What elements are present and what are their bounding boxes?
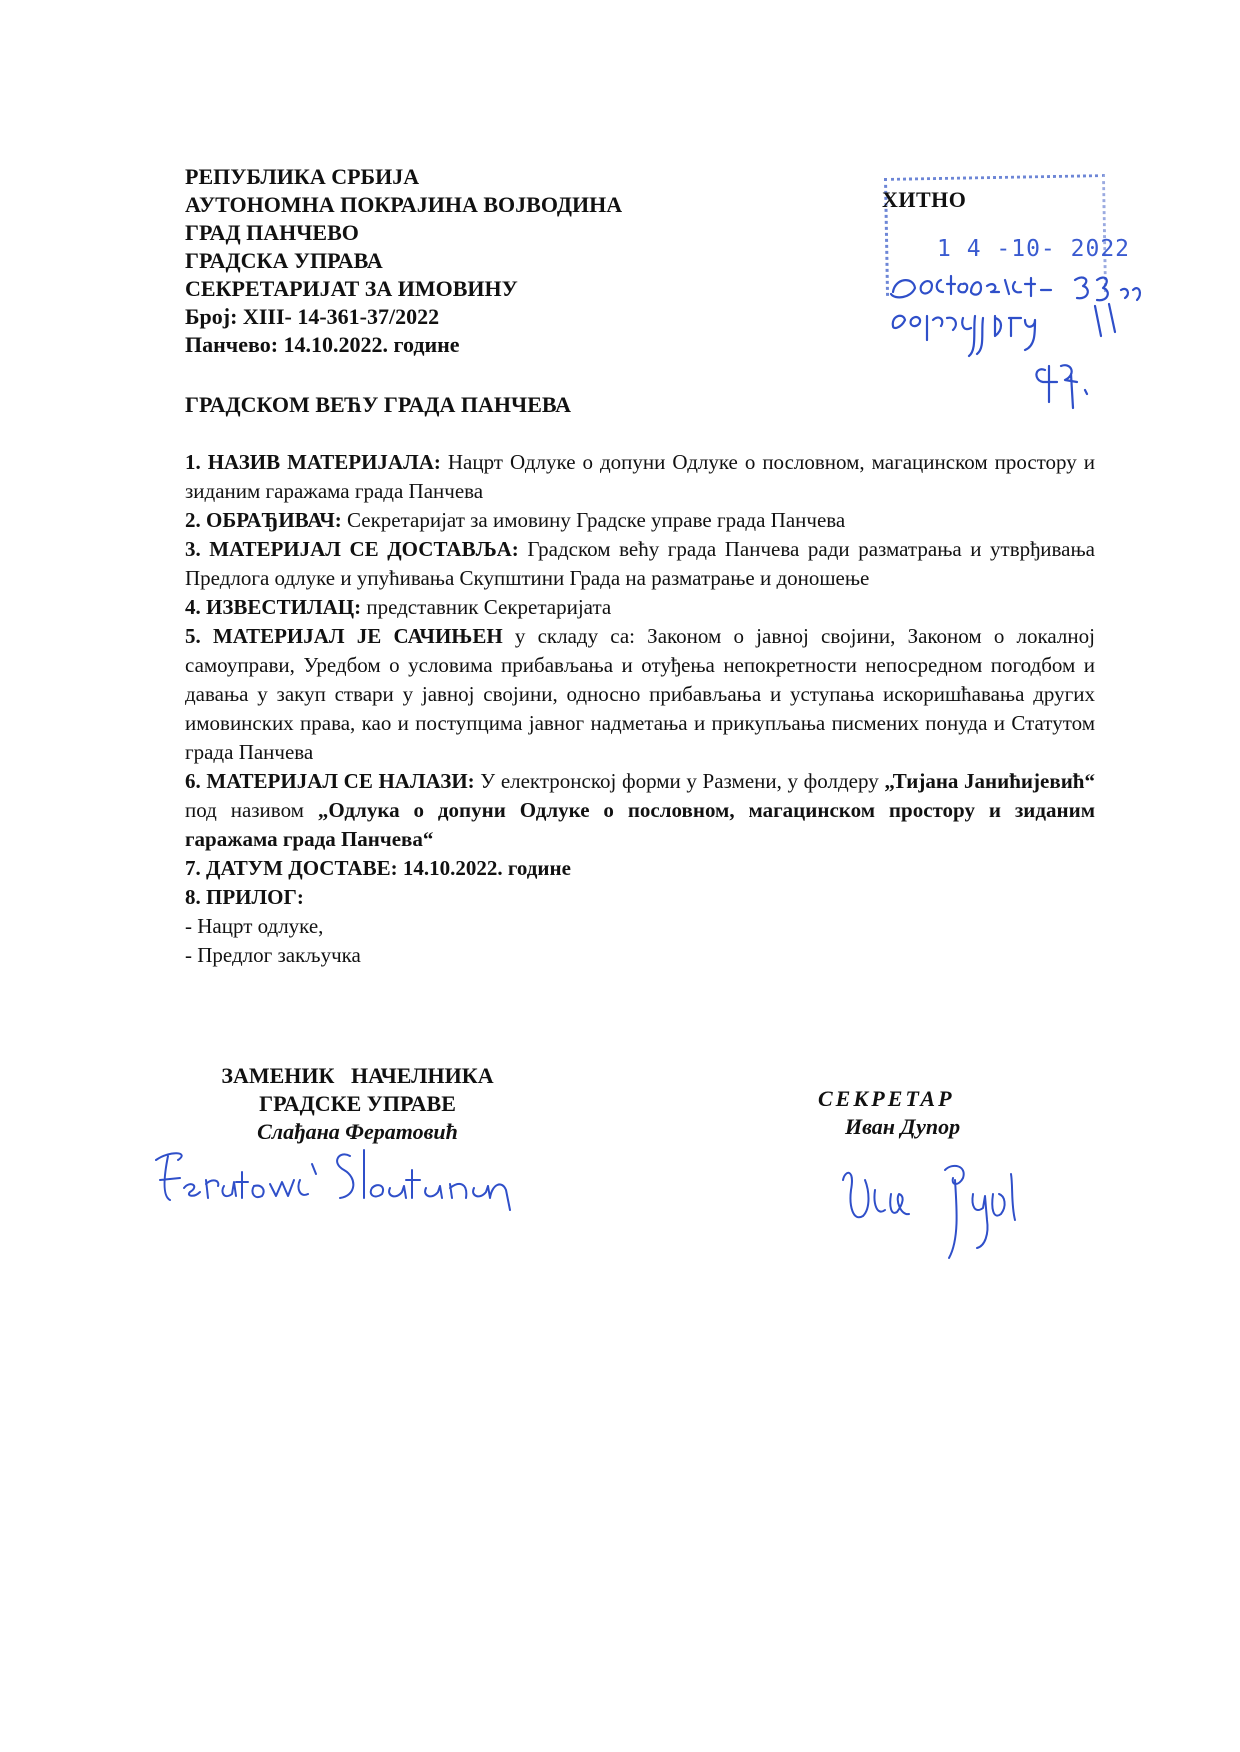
header-province: АУТОНОМНА ПОКРАЈИНА ВОЈВОДИНА — [185, 192, 623, 217]
stamp-date: 1 4 -10- 2022 — [937, 236, 1131, 262]
item-text: У електронској форми у Размени, у фолдеру — [474, 769, 885, 793]
header-republic: РЕПУБЛИКА СРБИЈА — [185, 164, 420, 189]
item-text: под називом — [185, 798, 318, 822]
item-text: у складу са: Законом о јавној својини, Законом о локалној самоуправи, Уредбом о условима прибављања и отуђења непокретности непосредном погодбом и давања у закуп ствари у јавној својини, односно прибављања и уступања искоришћавања других имовинских права, као и поступцима јавног надметања и прикупљања писмених понуда и Статутом града Панчева — [185, 624, 1095, 764]
attachment-item: - Нацрт одлуке, — [185, 914, 324, 938]
item-material-name — [185, 448, 1095, 506]
handwritten-note — [885, 270, 1155, 420]
item-delivery-date — [185, 854, 1095, 883]
item-text: представник Секретаријата — [361, 595, 612, 619]
item-text: Нацрт Одлуке о допуни Одлуке о пословном, магацинском простору и зиданим гаражама града Панчева — [185, 450, 1095, 503]
item-processor — [185, 506, 1095, 535]
document-body — [185, 448, 1095, 970]
urgent-label: ХИТНО — [882, 187, 967, 212]
addressee: ГРАДСКОМ ВЕЋУ ГРАДА ПАНЧЕВА — [185, 392, 572, 417]
header-secretariat: СЕКРЕТАРИЈАТ ЗА ИМОВИНУ — [185, 276, 518, 301]
item-legal-basis — [185, 622, 1095, 767]
signatory-left — [195, 1062, 520, 1146]
header-place-date: Панчево: 14.10.2022. године — [185, 332, 460, 357]
folder-name: „Тијана Јанићијевић“ — [884, 769, 1095, 793]
item-attachment — [185, 883, 1095, 912]
header-administration: ГРАДСКА УПРАВА — [185, 248, 383, 273]
item-label: 4. ИЗВЕСТИЛАЦ: — [185, 595, 362, 619]
signature-left-image — [150, 1140, 530, 1230]
item-text: Секретаријат за имовину Градске управе града Панчева — [341, 508, 846, 532]
item-label: 5. МАТЕРИЈАЛ ЈЕ САЧИЊЕН — [185, 624, 503, 648]
item-label: 1. НАЗИВ МАТЕРИЈАЛА: — [185, 450, 441, 474]
signatory-right — [810, 1085, 1030, 1141]
item-text: Градском већу града Панчева ради разматрања и утврђивања Предлога одлуке и упућивања Скупштини Града на разматрање и доношење — [185, 537, 1095, 590]
item-reporter — [185, 593, 1095, 622]
item-label: 8. ПРИЛОГ: — [185, 885, 304, 909]
signatory-right-title: СЕКРЕТАР — [818, 1086, 955, 1111]
header-reference-number: Број: XIII- 14-361-37/2022 — [185, 304, 440, 329]
header-city: ГРАД ПАНЧЕВО — [185, 220, 359, 245]
item-label: 3. МАТЕРИЈАЛ СЕ ДОСТАВЉА: — [185, 537, 519, 561]
signatory-right-name: Иван Дупор — [845, 1114, 961, 1139]
item-delivered-to — [185, 535, 1095, 593]
item-label: 6. МАТЕРИЈАЛ СЕ НАЛАЗИ: — [185, 769, 475, 793]
item-label: 2. ОБРАЂИВАЧ: — [185, 508, 342, 532]
item-label: 7. ДАТУМ ДОСТАВЕ: 14.10.2022. године — [185, 856, 571, 880]
signature-right-image — [835, 1150, 1025, 1265]
signatory-left-name: Слађана Фератовић — [257, 1119, 458, 1144]
document-title: „Одлука о допуни Одлуке о пословном, магацинском простору и зиданим гаражама града Панчева“ — [185, 798, 1095, 851]
signatory-left-subtitle: ГРАДСКЕ УПРАВЕ — [259, 1091, 456, 1116]
attachment-item: - Предлог закључка — [185, 943, 361, 967]
document-header — [185, 163, 622, 359]
signatory-left-title: ЗАМЕНИК НАЧЕЛНИКА — [221, 1063, 494, 1088]
item-location — [185, 767, 1095, 854]
